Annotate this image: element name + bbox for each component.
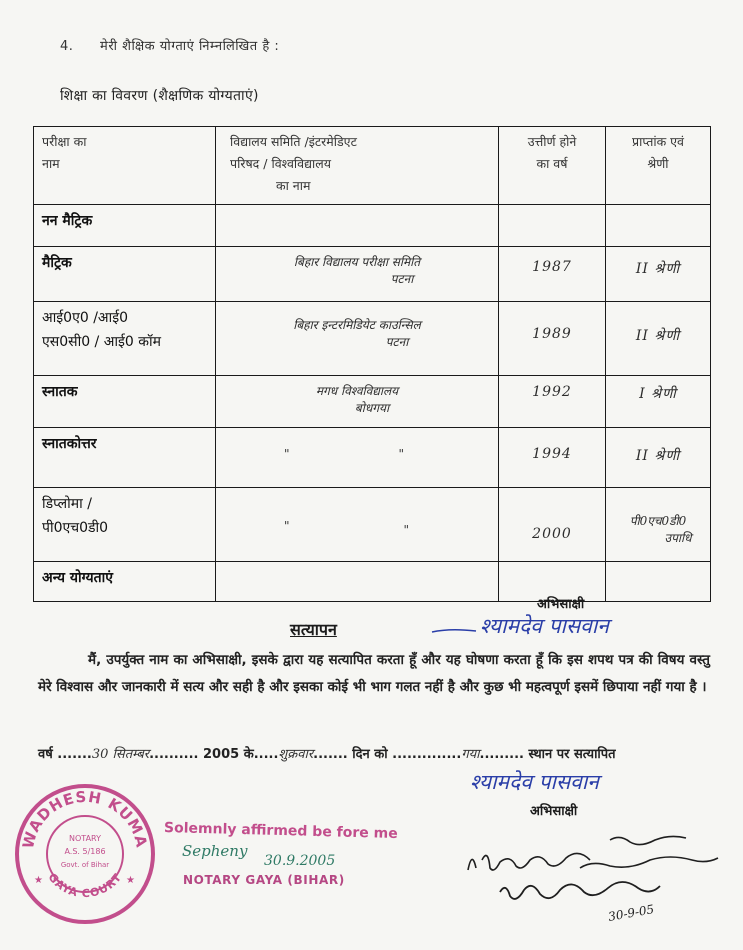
table-row: मैट्रिक बिहार विद्यालय परीक्षा समिति पटना 1987 II श्रेणी: [34, 247, 711, 302]
officer-date: 30-9-05: [607, 902, 656, 924]
education-table: [33, 126, 711, 602]
heading-text: मेरी शैक्षिक योग्ताएं निम्नलिखित है :: [100, 39, 280, 54]
table-row: [34, 562, 711, 602]
table-row: [34, 205, 711, 247]
hand-place: गया: [461, 747, 480, 762]
item-number: 4.: [60, 39, 74, 54]
seal-govt: Govt. of Bihar: [60, 861, 110, 869]
table-header-row: [34, 127, 711, 205]
seal-star-icon: ★: [126, 875, 135, 886]
level-label: नन मैट्रिक: [42, 213, 93, 229]
notary-signature: Sepheny: [182, 842, 248, 860]
header-exam: परीक्षा का नाम: [34, 127, 216, 205]
level-label: पी0एच0डी0: [42, 520, 109, 536]
signature-stroke: [430, 626, 478, 636]
level-label: मैट्रिक: [42, 255, 72, 271]
notary-seal: [14, 783, 156, 925]
level-label: एस0सी0 / आई0 कॉम: [42, 334, 162, 350]
header-year: उत्तीर्ण होने का वर्ष: [499, 127, 606, 205]
notary-date: 30.9.2005: [264, 853, 336, 869]
svg-text:GAYA COURT: [45, 871, 124, 900]
header-board: विद्यालय समिति /इंटरमेडिएट परिषद / विश्वविद्यालय का नाम: [216, 127, 499, 205]
seal-star-icon: ★: [34, 875, 43, 886]
education-subheading: शिक्षा का विवरण (शैक्षणिक योग्यताएं): [60, 88, 259, 104]
level-label: स्नातकोत्तर: [42, 436, 97, 452]
hand-weekday: शुक्रवार: [278, 747, 314, 762]
verification-date-line: वर्ष .......30 सितम्बर.......... 2005 के.....शुक्रवार....... दिन को ..............गया......... स्थान पर सत्यापित: [38, 747, 616, 762]
table-row: स्नातकोत्तर " " 1994 II श्रेणी: [34, 428, 711, 488]
verification-paragraph: मैं, उपर्युक्त नाम का अभिसाक्षी, इसके द्वारा यह सत्यापित करता हूँ और यह घोषणा करता हूँ कि इस शपथ पत्र की विषय वस्तु मेरे विश्वास और जानकारी में सत्य और सही है और इसका कोई भी भाग गलत नहीं है और कुछ भी महत्वपूर्ण इसमें छिपाया नहीं गया है ।: [38, 652, 710, 695]
header-marks: प्राप्तांक एवं श्रेणी: [606, 127, 711, 205]
notary-designation: NOTARY GAYA (BIHAR): [183, 873, 345, 887]
deponent-label: अभिसाक्षी: [537, 597, 585, 612]
verification-title: सत्यापन: [290, 620, 337, 639]
level-label: स्नातक: [42, 384, 78, 400]
seal-court: GAYA COURT: [45, 870, 125, 901]
deponent-signature: श्यामदेव पासवान: [480, 614, 609, 638]
level-label: अन्य योग्यताएं: [42, 570, 113, 586]
table-row: डिप्लोमा / पी0एच0डी0 " " 2000 पी0एच0डी0 उपाधि: [34, 488, 711, 562]
seal-name: WADHESH KUMA: [18, 787, 151, 851]
officer-signature: [460, 830, 730, 940]
deponent-label-2: अभिसाक्षी: [530, 804, 578, 819]
section-heading: [60, 36, 279, 54]
level-label: डिप्लोमा /: [42, 496, 92, 512]
level-label: आई0ए0 /आई0: [42, 310, 128, 326]
seal-reg: A.S. 5/186: [64, 847, 106, 856]
solemn-affirmation: Solemnly affirmed be fore me: [163, 819, 398, 843]
hand-day: 30 सितम्बर: [91, 747, 150, 762]
seal-notary: NOTARY: [69, 834, 101, 843]
table-row: स्नातक मगध विश्वविद्यालय बोधगया 1992 I श्रेणी: [34, 376, 711, 428]
table-row: आई0ए0 /आई0 एस0सी0 / आई0 कॉम बिहार इन्टरमिडियेट काउन्सिल पटना 1989 II श्रेणी: [34, 302, 711, 376]
deponent-signature-2: श्यामदेव पासवान: [470, 770, 599, 794]
